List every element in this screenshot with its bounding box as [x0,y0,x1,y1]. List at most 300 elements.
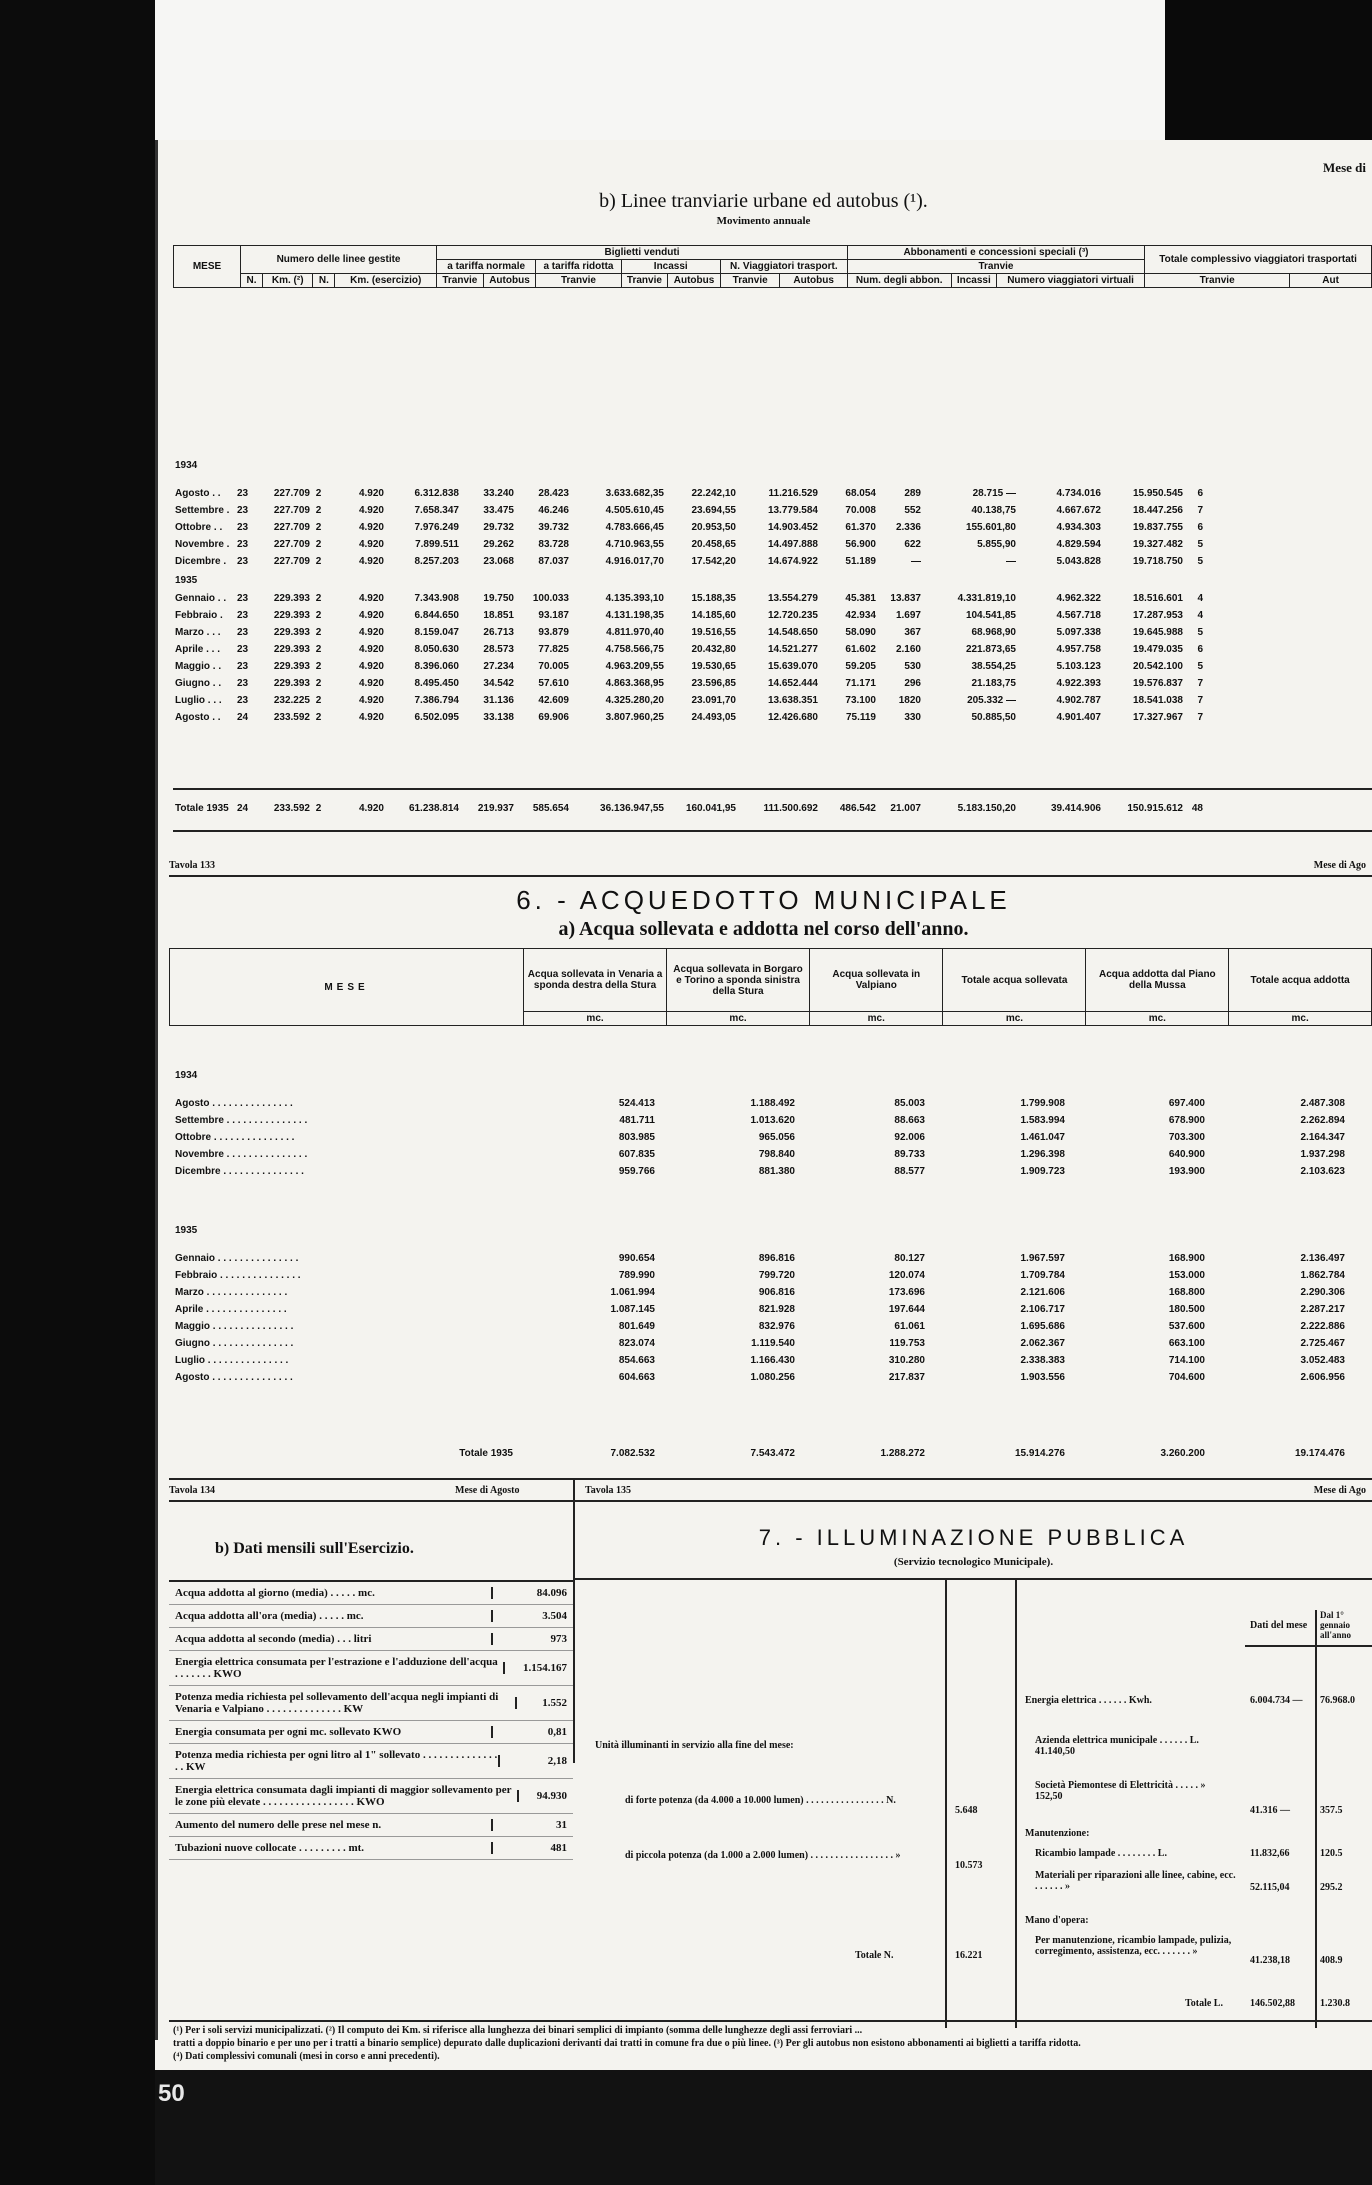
tram-1935-cell-tn: 8.050.630 [414,644,459,655]
tram-1935-cell-it: 4.863.368,95 [605,678,664,689]
tram-1935-cell-km: 229.393 [273,644,310,655]
tram-1934-cell-vt: 14.903.452 [767,522,818,533]
tram-1935-cell-n: 23 [236,644,249,655]
tram-1934-cell-km: 227.709 [273,522,310,533]
tram-1935-cell-ta: 4 [1197,610,1203,621]
aq-1934-cell-1: 607.835 [618,1149,655,1160]
esercizio-value: 2,18 [498,1755,568,1767]
tavola-134-subtitle: b) Dati mensili sull'Esercizio. [215,1540,414,1557]
tram-total-cell-vt: 111.500.692 [763,803,818,814]
tram-1935-cell-va: 45.381 [845,593,876,604]
tram-1934-cell-ia: 22.242,10 [691,488,736,499]
tram-1935-cell-ta: 7 [1197,712,1203,723]
tram-1935-cell-mese: Giugno . . [175,678,222,689]
tram-1934-cell-va: 70.008 [845,505,876,516]
totale-label: Totale L. [1185,1998,1223,2009]
tram-1935-cell-va: 42.934 [845,610,876,621]
aq-1934-cell-5: 193.900 [1168,1166,1205,1177]
aq-1934-cell-3: 88.577 [894,1166,925,1177]
aq-1935-cell-2: 832.976 [758,1321,795,1332]
aq-unit-6: mc. [1229,1012,1372,1026]
aq-1935-cell-5: 153.000 [1168,1270,1205,1281]
aq-1934-cell-0: Novembre . . . . . . . . . . . . . . . [175,1149,308,1160]
tram-1935-cell-nab: 367 [904,627,921,638]
tram-1934-cell-km: 227.709 [273,539,310,550]
tram-1935-cell-vir: 4.567.718 [1056,610,1101,621]
col-tariffa-ridotta: a tariffa ridotta [536,260,621,274]
mano-mese: 41.238,18 [1250,1955,1290,1966]
tram-1935-cell-km: 229.393 [273,661,310,672]
esercizio-row [169,1837,573,1860]
col-biglietti: Biglietti venduti [437,246,848,260]
esercizio-value: 0,81 [491,1726,567,1738]
tram-1935-cell-vir: 5.103.123 [1056,661,1101,672]
tram-1935-cell-n: 23 [236,661,249,672]
aq-1935-cell-4: 1.967.597 [1020,1253,1065,1264]
tram-1935-row [175,709,1372,726]
tram-1935-cell-nab: 1.697 [895,610,921,621]
aq-1935-cell-2: 896.816 [758,1253,795,1264]
tram-1935-cell-ia: 23.091,70 [691,695,736,706]
tram-total-cell-tt: 150.915.612 [1127,803,1183,814]
tram-1935-cell-tr: 77.825 [538,644,569,655]
tram-1935-cell-na: 2 [315,610,322,621]
tram-year-1934: 1934 [175,460,198,471]
tram-1934-cell-nab: 2.336 [895,522,921,533]
aq-1934-cell-5: 678.900 [1168,1115,1205,1126]
aq-1935-row [175,1250,1372,1267]
aq-1935-row [175,1318,1372,1335]
aq-1934-cell-1: 524.413 [618,1098,655,1109]
tram-1935-cell-kma: 4.920 [358,644,384,655]
tram-1935-cell-ia: 24.493,05 [691,712,736,723]
tram-1935-cell-tn: 7.386.794 [414,695,459,706]
col-ta: Aut [1290,274,1372,288]
esercizio-row [169,1628,573,1651]
footnote-1: (¹) Per i soli servizi municipalizzati. [173,2025,324,2036]
aq-1934-row [175,1095,1372,1112]
tram-1935-cell-vir: 4.957.758 [1056,644,1101,655]
azienda-anno: 357.5 [1320,1805,1343,1816]
esercizio-row [169,1721,573,1744]
tram-1934-cell-n: 23 [236,556,249,567]
tram-table-header [173,245,1372,288]
aq-1935-cell-3: 80.127 [894,1253,925,1264]
tram-1934-cell-ia: 20.458,65 [691,539,736,550]
tram-1935-cell-n: 24 [236,712,249,723]
aq-1935-cell-2: 1.119.540 [751,1338,795,1349]
aq-1935-cell-2: 821.928 [758,1304,795,1315]
tram-1934-cell-it: 4.916.017,70 [605,556,664,567]
tram-1934-cell-an: 29.732 [483,522,514,533]
aq-1935-cell-5: 168.900 [1168,1253,1205,1264]
tram-1934-row [175,502,1372,519]
tram-1935-cell-an: 19.750 [483,593,514,604]
aq-1934-cell-6: 2.487.308 [1300,1098,1345,1109]
tram-1935-cell-kma: 4.920 [358,678,384,689]
tram-1935-cell-ta: 5 [1197,627,1203,638]
aq-year-1935: 1935 [175,1225,198,1236]
tram-1935-cell-vt: 12.426.680 [767,712,818,723]
page-title: b) Linee tranviarie urbane ed autobus (¹). [599,190,928,212]
aq-1935-cell-2: 1.166.430 [750,1355,795,1366]
tram-total-cell-va: 486.542 [839,803,876,814]
tram-1934-cell-nab: — [911,556,921,567]
col-inc: Incassi [951,274,996,288]
tavola-133-right: Mese di Ago [1313,860,1366,871]
tram-total-cell-n: 24 [236,803,249,814]
tram-1935-cell-km: 229.393 [273,627,310,638]
tram-1935-cell-mese: Agosto . . [175,712,221,723]
tram-1934-cell-it: 4.710.963,55 [605,539,664,550]
tavola-134-label: Tavola 134 [169,1485,216,1496]
aq-total-cell-2: 7.543.472 [750,1448,795,1459]
aq-1935-cell-6: 3.052.483 [1300,1355,1345,1366]
tram-1935-cell-va: 61.602 [845,644,876,655]
esercizio-label: Acqua addotta all'ora (media) . . . . . mc. [175,1610,364,1622]
tram-1934-cell-ta: 7 [1197,505,1203,516]
tram-1935-cell-mese: Febbraio . [175,610,223,621]
tram-1934-cell-va: 56.900 [845,539,876,550]
tram-1934-cell-mese: Dicembre . [175,556,227,567]
tram-1935-cell-inc: 221.873,65 [965,644,1016,655]
tram-1934-cell-tn: 7.899.511 [415,539,459,550]
tram-1934-cell-tt: 19.718.750 [1132,556,1183,567]
tram-1935-row [175,607,1372,624]
ricambio-anno: 120.5 [1320,1848,1343,1859]
aq-1934-cell-3: 89.733 [894,1149,925,1160]
azienda-label: Azienda elettrica municipale . . . . . . L. 41.140,50 [1035,1735,1199,1757]
tram-1935-cell-km: 232.225 [273,695,310,706]
aq-1935-cell-5: 180.500 [1168,1304,1205,1315]
tram-1935-cell-na: 2 [315,644,322,655]
tram-1935-cell-an: 33.138 [483,712,514,723]
esercizio-value: 84.096 [491,1587,567,1599]
tram-1935-cell-tt: 18.516.601 [1132,593,1183,604]
aq-1934-cell-5: 703.300 [1168,1132,1205,1143]
esercizio-value: 31 [491,1819,567,1831]
energia-mese: 6.004.734 — [1250,1695,1303,1706]
materiali-label: Materiali per riparazioni alle linee, cabine, ecc. . . . . . . » [1035,1870,1236,1892]
esercizio-label: Acqua addotta al secondo (media) . . . litri [175,1633,372,1645]
esercizio-label: Energia consumata per ogni mc. sollevato KWO [175,1726,402,1738]
tram-1935-cell-vt: 12.720.235 [767,610,818,621]
esercizio-row [169,1779,573,1814]
tram-1934-row [175,485,1372,502]
tram-1934-cell-it: 4.783.666,45 [605,522,664,533]
esercizio-row [169,1651,573,1686]
aq-1934-row [175,1112,1372,1129]
aq-1935-cell-5: 537.600 [1168,1321,1205,1332]
unita-forte: di forte potenza (da 4.000 a 10.000 lumen) . . . . . . . . . . . . . . . . N. [625,1795,896,1806]
tram-1935-cell-nab: 330 [904,712,921,723]
col-tranvie-abb: Tranvie [847,260,1144,274]
esercizio-value: 973 [491,1633,567,1645]
unita-totale: Totale N. [855,1950,894,1961]
tram-1935-cell-nab: 1820 [898,695,921,706]
aq-1934-cell-4: 1.461.047 [1020,1132,1065,1143]
page-left-rule [155,140,158,2040]
esercizio-label: Energia elettrica consumata dagli impianti di maggior sollevamento per le zone più elevate . . . . . . . . . . . . . . . . . KWO [175,1784,512,1808]
aq-1934-cell-6: 2.262.894 [1300,1115,1345,1126]
aq-1935-cell-3: 197.644 [888,1304,925,1315]
tram-1934-cell-n: 23 [236,539,249,550]
tram-1934-cell-nab: 552 [904,505,921,516]
tram-1934-row [175,553,1372,570]
tram-1935-cell-kma: 4.920 [358,610,384,621]
tram-1935-cell-na: 2 [315,712,322,723]
col-va: Autobus [780,274,847,288]
tram-1935-cell-inc: 104.541,85 [965,610,1016,621]
tram-1934-cell-an: 33.475 [483,505,514,516]
tram-1935-cell-tr: 57.610 [538,678,569,689]
tram-1935-row [175,692,1372,709]
tram-total-cell-inc: 5.183.150,20 [957,803,1016,814]
aq-1935-cell-3: 119.753 [889,1338,925,1349]
tram-1934-cell-tt: 19.837.755 [1132,522,1183,533]
tram-1934-cell-tn: 7.976.249 [414,522,459,533]
tram-1935-cell-kma: 4.920 [358,661,384,672]
tram-1935-cell-vt: 13.554.279 [767,593,818,604]
tavola-133-label: Tavola 133 [169,860,216,871]
tram-1935-row [175,658,1372,675]
mano-desc: Per manutenzione, ricambio lampade, pulizia, corregimento, assistenza, ecc. . . . . . . » [1035,1935,1232,1957]
tram-total-cell-vir: 39.414.906 [1050,803,1101,814]
tram-1935-row [175,590,1372,607]
tram-1934-cell-ia: 20.953,50 [691,522,736,533]
aq-1934-row [175,1163,1372,1180]
tram-1935-cell-an: 26.713 [483,627,514,638]
tavola-135-label: Tavola 135 [585,1485,632,1496]
esercizio-row [169,1814,573,1837]
col-kma: Km. (esercizio) [335,274,437,288]
aq-1935-cell-4: 2.121.606 [1020,1287,1065,1298]
tram-rows-1934 [175,485,1372,570]
aq-total-cell-3: 1.288.272 [880,1448,925,1459]
tram-1935-cell-na: 2 [315,678,322,689]
tram-1935-cell-na: 2 [315,593,322,604]
col-vir: Numero viaggiatori virtuali [996,274,1144,288]
aq-total-cell-0: Totale 1935 [459,1448,513,1459]
tram-1935-cell-tt: 20.542.100 [1132,661,1183,672]
col-tn: Tranvie [437,274,484,288]
tram-1935-cell-km: 229.393 [273,610,310,621]
tram-1934-cell-inc: 5.855,90 [977,539,1016,550]
aq-1934-cell-0: Dicembre . . . . . . . . . . . . . . . [175,1166,304,1177]
aq-1934-cell-5: 697.400 [1168,1098,1205,1109]
col-nab: Num. degli abbon. [847,274,951,288]
tram-1935-cell-n: 23 [236,610,249,621]
tram-1934-cell-km: 227.709 [273,505,310,516]
esercizio-label: Acqua addotta al giorno (media) . . . . . mc. [175,1587,375,1599]
aq-total-cell-6: 19.174.476 [1294,1448,1345,1459]
tram-1935-cell-na: 2 [315,627,322,638]
section-acquedotto: 6. - ACQUEDOTTO MUNICIPALE [516,885,1011,915]
tram-1935-cell-ta: 4 [1197,593,1203,604]
tram-1935-cell-mese: Aprile . . . [175,644,221,655]
tram-1934-cell-vir: 4.667.672 [1056,505,1101,516]
aq-1935-cell-1: 1.061.994 [610,1287,655,1298]
tram-1935-cell-va: 59.205 [845,661,876,672]
aq-1935-cell-2: 1.080.256 [750,1372,795,1383]
tram-1935-cell-it: 4.963.209,55 [605,661,664,672]
tram-1935-cell-vt: 14.548.650 [767,627,818,638]
ricambio-label: Ricambio lampade . . . . . . . . L. [1035,1848,1167,1859]
materiali-anno: 295.2 [1320,1882,1343,1893]
aq-1935-cell-4: 1.695.686 [1020,1321,1065,1332]
aq-1935-cell-1: 604.663 [618,1372,655,1383]
tram-1934-row [175,519,1372,536]
tram-1934-cell-tn: 7.658.347 [414,505,459,516]
tram-1935-cell-it: 4.758.566,75 [605,644,664,655]
tram-1934-cell-mese: Novembre . [175,539,230,550]
aq-1935-cell-1: 823.074 [618,1338,655,1349]
tram-1934-cell-n: 23 [236,488,249,499]
tram-1934-cell-inc: 155.601,80 [965,522,1016,533]
aq-1935-cell-5: 663.100 [1168,1338,1205,1349]
tram-1935-cell-nab: 2.160 [895,644,921,655]
tram-total-cell-nab: 21.007 [890,803,921,814]
aq-1934-cell-2: 1.188.492 [750,1098,795,1109]
tram-1934-cell-tn: 8.257.203 [414,556,459,567]
tram-1935-cell-tr: 100.033 [532,593,569,604]
tram-1934-cell-ia: 23.694,55 [691,505,736,516]
aq-header-0: MESE [170,949,524,1026]
tram-1934-cell-inc: 28.715 — [972,488,1016,499]
aq-total-row [175,1445,1372,1462]
tavola-134-right: Mese di Agosto [455,1485,520,1496]
tram-1935-cell-inc: 50.885,50 [971,712,1016,723]
page-number: 50 [158,2080,185,2107]
tram-1934-cell-ta: 6 [1197,522,1203,533]
aq-1935-cell-5: 168.800 [1168,1287,1205,1298]
tram-total-cell-tn: 61.238.814 [408,803,459,814]
esercizio-label: Energia elettrica consumata per l'estrazione e l'adduzione dell'acqua . . . . . . . KWO [175,1656,498,1680]
tram-1935-cell-vt: 15.639.070 [767,661,818,672]
unita-forte-val: 5.648 [955,1805,978,1816]
totale-anno: 1.230.8 [1320,1998,1350,2009]
tram-1934-cell-ta: 6 [1197,488,1203,499]
tram-total-cell-ia: 160.041,95 [685,803,736,814]
aq-1934-cell-0: Agosto . . . . . . . . . . . . . . . [175,1098,293,1109]
col-tr: Tranvie [536,274,621,288]
aq-year-1934: 1934 [175,1070,198,1081]
tram-1935-cell-it: 3.807.960,25 [605,712,664,723]
tram-1934-cell-vir: 4.934.303 [1056,522,1101,533]
aq-1934-cell-2: 1.013.620 [750,1115,795,1126]
page-subtitle: Movimento annuale [716,215,811,227]
aq-1935-cell-0: Giugno . . . . . . . . . . . . . . . [175,1338,294,1349]
esercizio-label: Potenza media richiesta pel sollevamento dell'acqua negli impianti di Venaria e Valpiano . . . . . . . . . . . . . . KW [175,1691,499,1715]
footnotes [173,2024,1368,2063]
aq-1935-cell-0: Maggio . . . . . . . . . . . . . . . [175,1321,294,1332]
esercizio-value: 481 [491,1842,567,1854]
aq-1934-cell-0: Ottobre . . . . . . . . . . . . . . . [175,1132,295,1143]
tram-1935-cell-va: 75.119 [845,712,876,723]
tram-1934-cell-na: 2 [315,556,322,567]
col-incassi: Incassi [621,260,720,274]
aq-1935-row [175,1369,1372,1386]
aq-1934-cell-3: 88.663 [894,1115,925,1126]
tram-1935-cell-tr: 93.879 [538,627,569,638]
col-mese: MESE [174,246,241,288]
tram-1935-cell-tn: 7.343.908 [414,593,459,604]
tram-1935-cell-inc: 68.968,90 [971,627,1016,638]
tram-1934-cell-kma: 4.920 [358,522,384,533]
tram-total-cell-mese: Totale 1935 [175,803,229,814]
esercizio-table [169,1580,573,1860]
tram-1935-row [175,641,1372,658]
tram-1934-cell-vir: 4.734.016 [1056,488,1101,499]
aq-1934-row [175,1146,1372,1163]
tram-1934-cell-vt: 11.216.529 [768,488,818,499]
aq-1935-cell-4: 2.062.367 [1020,1338,1065,1349]
tram-1934-cell-tr: 46.246 [538,505,569,516]
col-vt: Tranvie [720,274,780,288]
aq-unit-2: mc. [667,1012,810,1026]
tram-1934-cell-ta: 5 [1197,539,1203,550]
tram-1935-cell-ta: 5 [1197,661,1203,672]
esercizio-row [169,1686,573,1721]
aq-1934-cell-4: 1.909.723 [1020,1166,1065,1177]
aq-1934-cell-3: 92.006 [894,1132,925,1143]
tram-1935-cell-vt: 14.652.444 [767,678,818,689]
esercizio-value: 1.552 [515,1697,567,1709]
col-an: Autobus [483,274,536,288]
tram-1934-row [175,536,1372,553]
aq-1934-cell-4: 1.799.908 [1020,1098,1065,1109]
tram-1935-cell-ia: 19.516,55 [691,627,736,638]
tram-1935-cell-vir: 4.922.393 [1056,678,1101,689]
tram-1934-cell-vt: 14.674.922 [767,556,818,567]
societa-label: Società Piemontese di Elettricità . . . . . » 152,50 [1035,1780,1206,1802]
tram-1934-cell-ta: 5 [1197,556,1203,567]
aq-1935-row [175,1335,1372,1352]
aq-unit-3: mc. [810,1012,943,1026]
mano-label: Mano d'opera: [1025,1915,1089,1926]
unita-totale-val: 16.221 [955,1950,983,1961]
aq-1935-cell-0: Aprile . . . . . . . . . . . . . . . [175,1304,287,1315]
footnote-5: (⁴) Dati complessivi comunali (mesi in corso e anni precedenti). [173,2051,440,2062]
tram-1934-cell-mese: Settembre . [175,505,230,516]
azienda-mese: 41.316 — [1250,1805,1290,1816]
tram-1935-cell-km: 229.393 [273,678,310,689]
esercizio-value: 3.504 [491,1610,567,1622]
tram-1935-cell-inc: 205.332 — [967,695,1016,706]
ricambio-mese: 11.832,66 [1250,1848,1290,1859]
tavola-135-right: Mese di Ago [1313,1485,1366,1496]
tram-1935-cell-n: 23 [236,678,249,689]
tram-1934-cell-va: 51.189 [845,556,876,567]
aq-unit-4: mc. [943,1012,1086,1026]
aq-1935-cell-6: 2.287.217 [1300,1304,1345,1315]
aq-rows-1935 [175,1250,1372,1386]
tram-1935-cell-na: 2 [315,661,322,672]
tram-1934-cell-va: 61.370 [845,522,876,533]
tram-1935-cell-vir: 4.962.322 [1056,593,1101,604]
tram-1934-cell-km: 227.709 [273,488,310,499]
footnote-3: tratti a doppio binario e per uno per i tratti a binario semplice) depurato dalle duplicazioni derivanti dai tratti in comune fra due o più linee. [173,2038,771,2049]
tram-1934-cell-vt: 14.497.888 [767,539,818,550]
tram-1934-cell-tt: 19.327.482 [1132,539,1183,550]
tram-1935-cell-nab: 296 [904,678,921,689]
aq-1934-cell-1: 959.766 [618,1166,655,1177]
tram-1934-cell-na: 2 [315,505,322,516]
aq-header-5: Acqua addotta dal Piano della Mussa [1086,949,1229,1012]
aq-1934-cell-6: 1.937.298 [1300,1149,1345,1160]
aq-1935-row [175,1352,1372,1369]
aq-1935-cell-6: 1.862.784 [1300,1270,1345,1281]
